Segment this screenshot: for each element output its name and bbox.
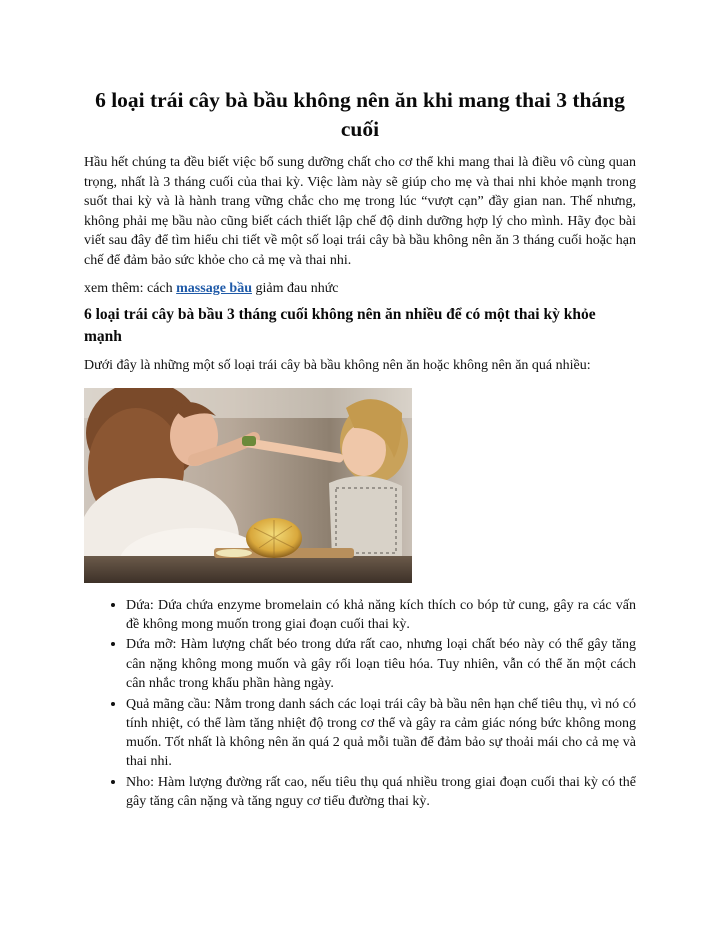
- massage-link[interactable]: massage bầu: [176, 280, 252, 296]
- document-page: [84, 86, 636, 812]
- list-item: • Nho: Hàm lượng đường rất cao, nếu tiêu thụ quá nhiều trong giai đoạn cuối thai kỳ có thể gây tăng cân nặng và tăng nguy cơ tiểu đường thai kỳ.: [126, 772, 636, 811]
- section-intro: Dưới đây là những một số loại trái cây bà bầu không nên ăn hoặc không nên ăn quá nhiều:: [84, 357, 591, 373]
- fruit-list: [84, 595, 636, 812]
- list-item: • Dứa mỡ: Hàm lượng chất béo trong dứa rất cao, nhưng loại chất béo này có thể gây tăng cân nặng không mong muốn và gây rối loạn tiêu hóa. Tuy nhiên, vẫn có thể ăn một cách cân nhắc trong khẩu phần hàng ngày.: [126, 634, 636, 693]
- photo-pregnant-mother-and-daughter-with-pineapple: [84, 388, 412, 583]
- see-also-prefix: xem thêm: cách: [84, 280, 177, 296]
- see-also-line: [84, 279, 636, 298]
- article-title: 6 loại trái cây bà bầu không nên ăn khi mang thai 3 tháng cuối: [95, 88, 625, 141]
- section-heading: 6 loại trái cây bà bầu 3 tháng cuối không nên ăn nhiều để có một thai kỳ khỏe mạnh: [84, 305, 596, 345]
- see-also-suffix: giảm đau nhức: [252, 280, 339, 296]
- intro-paragraph: Hầu hết chúng ta đều biết việc bổ sung dưỡng chất cho cơ thể khi mang thai là điều vô cùng quan trọng, nhất là 3 tháng cuối của thai kỳ. Việc làm này sẽ giúp cho mẹ và thai nhi khỏe mạnh trong suốt thai kỳ và là hành trang vững chắc cho mẹ trong lúc “vượt cạn” đầy gian nan. Thế nhưng, không phải mẹ bầu nào cũng biết cách thiết lập chế độ dinh dưỡng hợp lý cho mình. Hãy đọc bài viết sau đây để tìm hiểu chi tiết về một số loại trái cây bà bầu không nên ăn 3 tháng cuối hoặc hạn chế để đảm bảo sức khỏe cho cả mẹ và thai nhi.: [84, 155, 636, 268]
- list-item: • Dứa: Dứa chứa enzyme bromelain có khả năng kích thích co bóp tử cung, gây ra các vấn đề không mong muốn trong giai đoạn cuối thai kỳ.: [126, 595, 636, 634]
- list-item: • Quả mãng cầu: Nằm trong danh sách các loại trái cây bà bầu nên hạn chế tiêu thụ, vì nó có tính nhiệt, có thể làm tăng nhiệt độ trong cơ thể và gây ra cảm giác nóng bức không mong muốn. Tốt nhất là không nên ăn quá 2 quả mỗi tuần để đảm bảo sự thoải mái cho cả mẹ và thai nhi.: [126, 694, 636, 772]
